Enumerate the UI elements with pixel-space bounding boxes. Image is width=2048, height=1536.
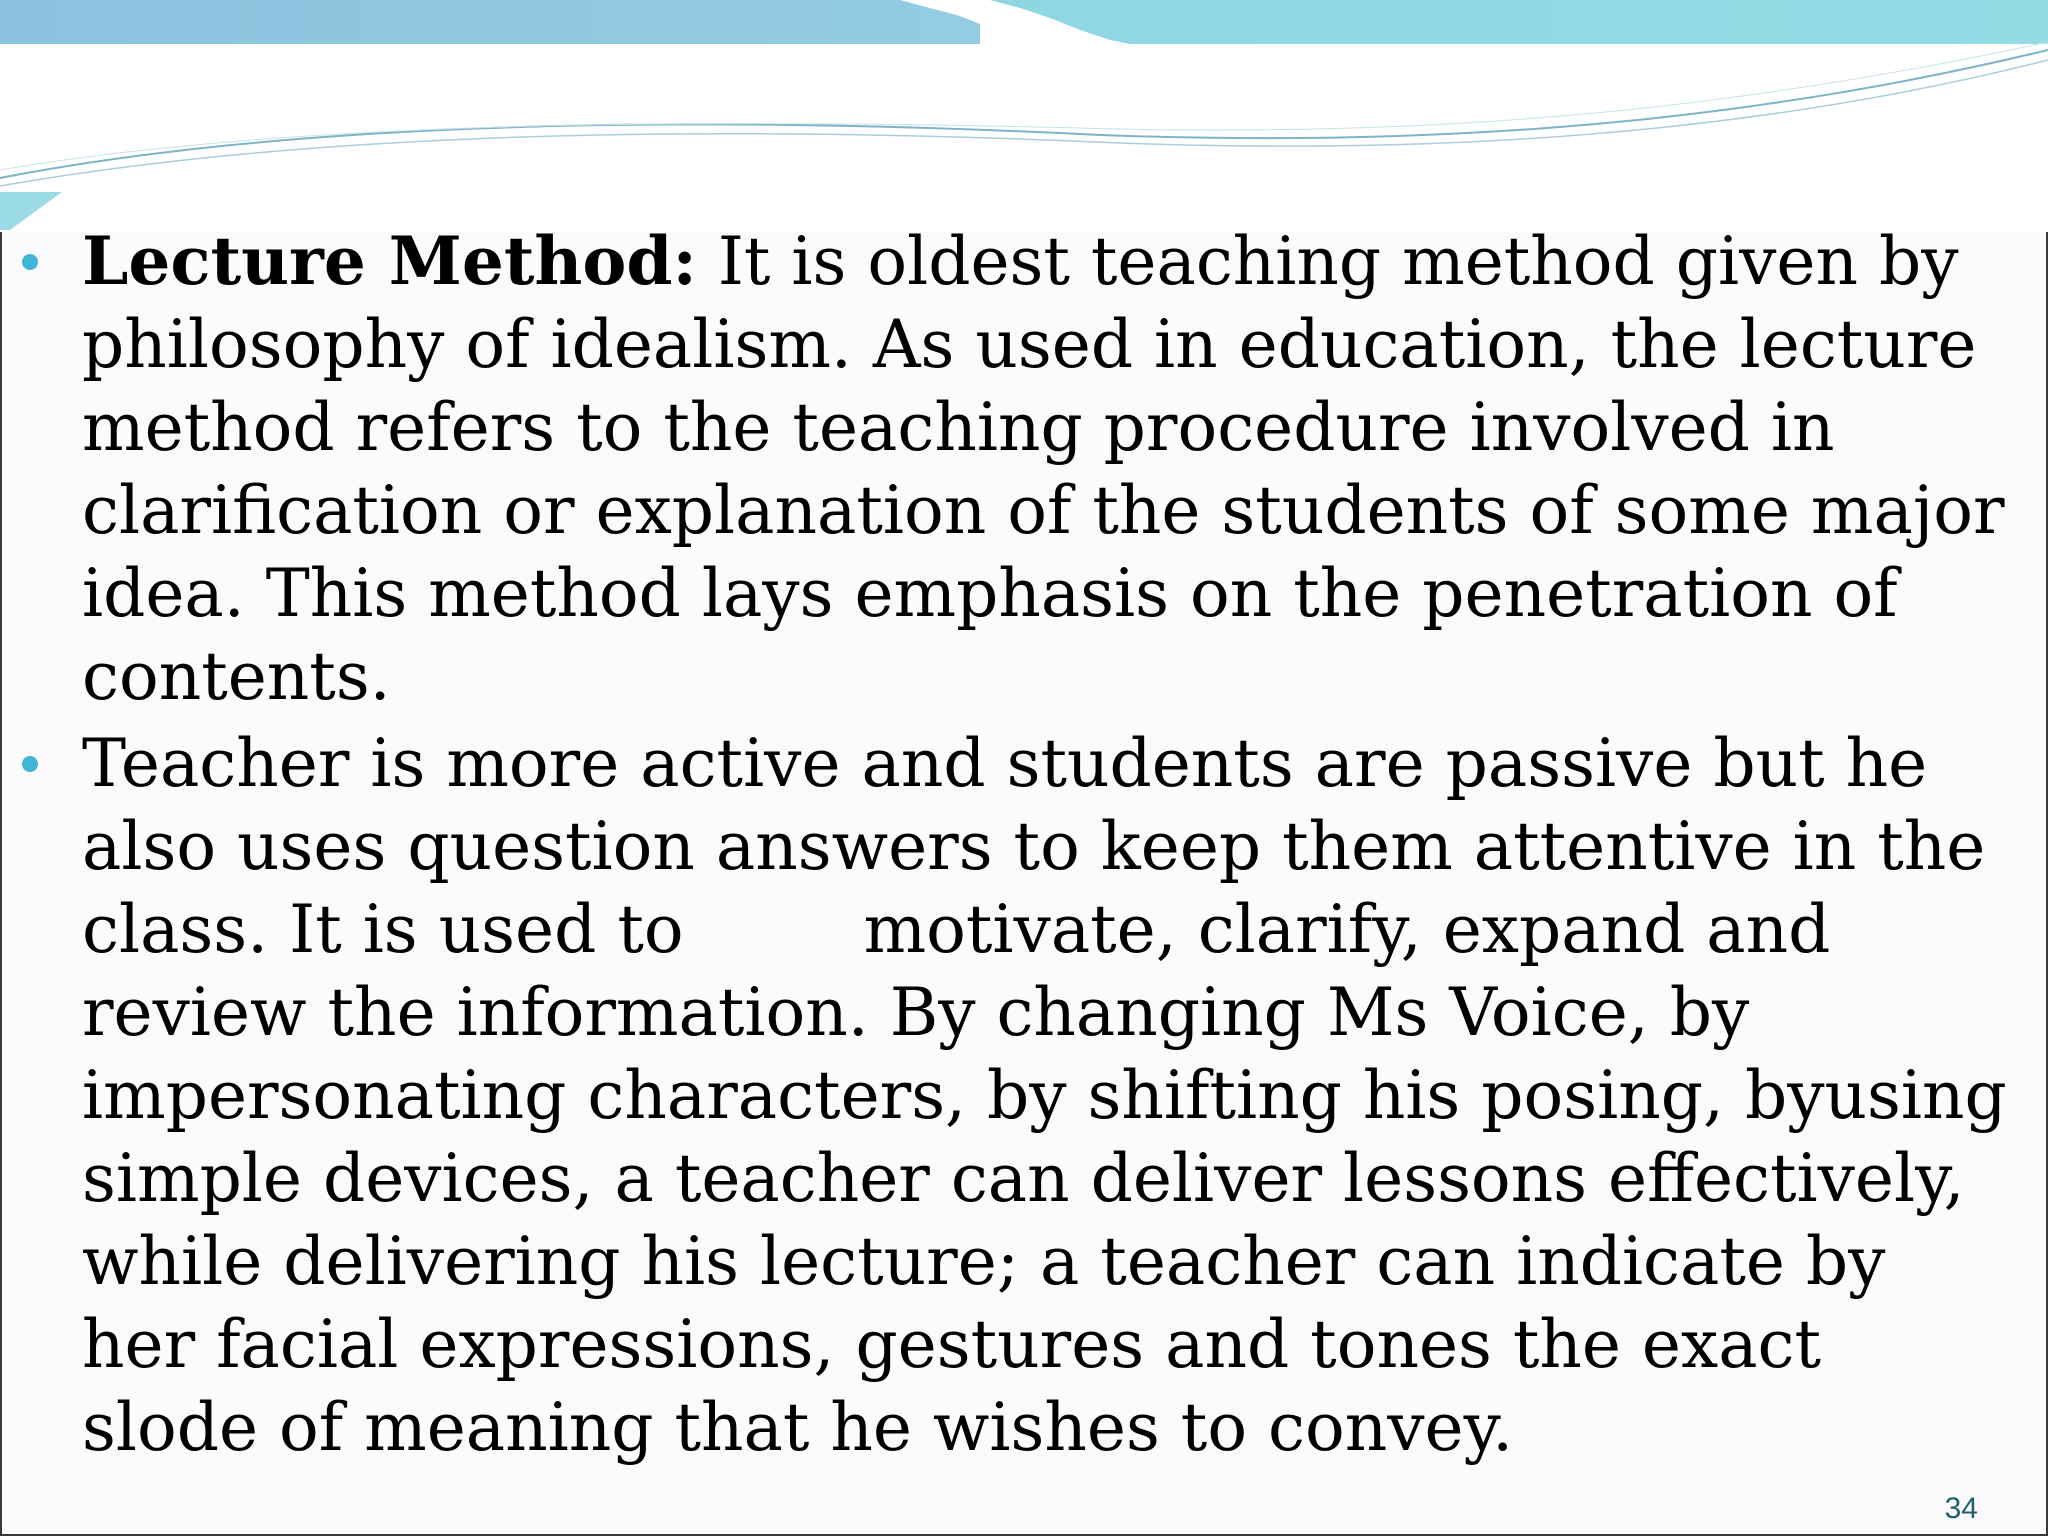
header-wave-graphic [0, 0, 2048, 232]
bullet-item-lecture-method [0, 220, 2048, 718]
slide-content [0, 220, 2048, 1473]
page-number: 34 [1944, 1492, 1978, 1525]
bullet-list [0, 220, 2048, 1469]
bullet-text-part-1: Teacher is more active and students are passive but he also uses question answers to keep them attentive in the class. It is used to [82, 725, 1986, 968]
header-decoration [0, 0, 2048, 232]
bullet-text: It is oldest teaching method given by philosophy of idealism. As used in education, the lecture method refers to the teaching procedure involved in clarification or explanation of the students of some major idea. This method lays emphasis on the penetration of contents. [82, 223, 2005, 715]
bullet-dot-icon [22, 756, 38, 772]
bullet-lead-term: Lecture Method: [82, 222, 697, 300]
bullet-dot-icon [22, 254, 38, 270]
bullet-item-teacher-role [0, 722, 2048, 1469]
bullet-text-part-2: motivate, clarify, expand and review the information. By changing Ms Voice, by impersonating characters, by shifting his posing, byusing simple devices, a teacher can deliver lessons effectively, while delivering his lecture; a teacher can indicate by her facial expressions, gestures and tones the exact slode of meaning that he wishes to convey. [82, 891, 2007, 1466]
